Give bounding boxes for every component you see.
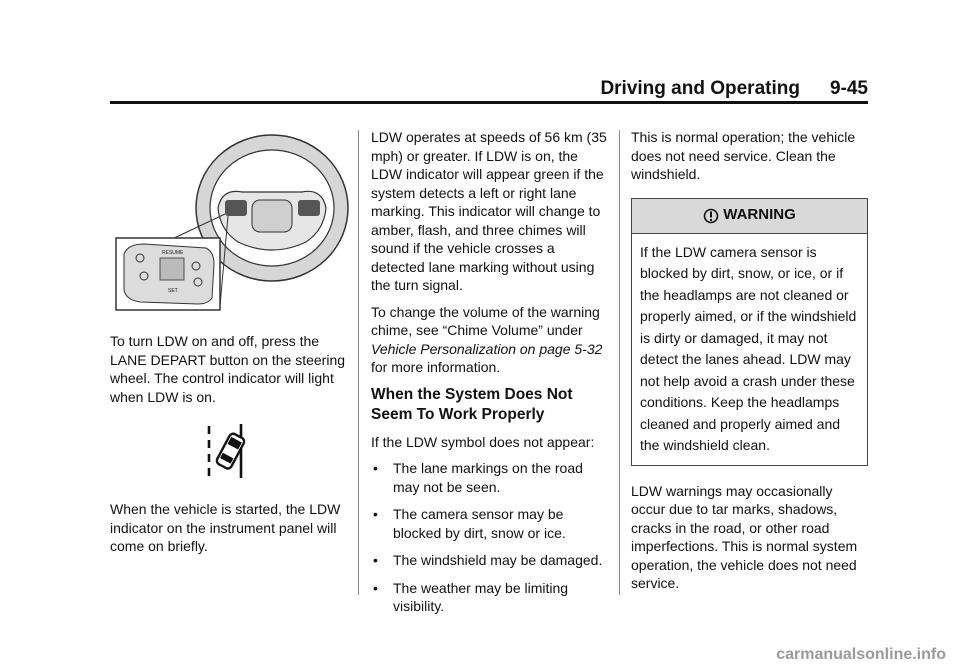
list-item: • The camera sensor may be blocked by dirt, snow or ice. bbox=[373, 506, 566, 541]
paragraph-normal-operation: This is normal operation; the vehicle does not need service. Clean the windshield. bbox=[631, 129, 856, 182]
bullet-glyph: • bbox=[373, 579, 378, 596]
watermark: carmanualsonline.info bbox=[776, 646, 946, 663]
column-3 bbox=[631, 128, 868, 601]
paragraph-ldw-indicator-startup: When the vehicle is started, the LDW indicator on the instrument panel will come on briefly. bbox=[110, 501, 341, 554]
column-2 bbox=[371, 128, 611, 625]
warning-title: WARNING bbox=[723, 206, 796, 224]
causes-list bbox=[371, 459, 611, 616]
ldw-indicator-icon bbox=[110, 420, 350, 488]
set-label: SET bbox=[168, 288, 178, 294]
paragraph-lane-depart-button: To turn LDW on and off, press the LANE DEPART button on the steering wheel. The control indicator will light when LDW is on. bbox=[110, 333, 346, 405]
page-number: 9-45 bbox=[829, 78, 868, 99]
resume-label: RESUME bbox=[162, 250, 184, 256]
steering-right-buttons bbox=[298, 200, 320, 216]
warning-icon bbox=[703, 208, 719, 224]
paragraph-chime-volume bbox=[371, 303, 611, 377]
column-1 bbox=[110, 130, 350, 564]
header-rule bbox=[110, 101, 868, 104]
more-information-text: for more information. bbox=[371, 359, 501, 375]
paragraph-false-warnings: LDW warnings may occasionally occur due to tar marks, shadows, cracks in the road, or other road imperfections. This is normal system operation, the vehicle does not need service. bbox=[631, 482, 858, 591]
list-item: • The weather may be limiting visibility. bbox=[373, 579, 569, 614]
list-item: • The windshield may be damaged. bbox=[373, 552, 603, 568]
warning-body: If the LDW camera sensor is blocked by dirt, snow, or ice, or if the headlamps are not cleaned or properly aimed, or if the windshield is dirty or damaged, it may not detect the lanes ahead. LDW may not help avoid a crash under these conditions. Keep the headlamps cleaned and properly aimed and the windshield clean. bbox=[640, 243, 857, 453]
section-title: Driving and Operating bbox=[600, 78, 800, 99]
bullet-glyph: • bbox=[373, 460, 378, 476]
warning-header bbox=[632, 199, 867, 234]
bullet-glyph: • bbox=[373, 506, 378, 522]
paragraph-ldw-operation: LDW operates at speeds of 56 km (35 mph) or greater. If LDW is on, the LDW indicator will appear green if the system detects a left or right lane marking. This indicator will change to amber, flash, and three chimes will sound if the vehicle crosses a detected lane marking without using the turn signal. bbox=[371, 129, 607, 293]
page-header bbox=[600, 78, 868, 100]
steering-wheel-illustration bbox=[110, 130, 350, 320]
bullet-glyph: • bbox=[373, 552, 378, 568]
vehicle-personalization-link[interactable]: Vehicle Personalization on page 5-32 bbox=[371, 340, 603, 357]
steering-left-buttons bbox=[225, 200, 247, 216]
warning-box bbox=[631, 198, 868, 466]
list-item: • The lane markings on the road may not be seen. bbox=[373, 460, 583, 495]
chime-volume-text: To change the volume of the warning chime, see “Chime Volume” under bbox=[371, 303, 600, 338]
column-divider-2 bbox=[619, 130, 620, 595]
paragraph-symbol-not-appear: If the LDW symbol does not appear: bbox=[371, 433, 595, 450]
column-divider-1 bbox=[358, 130, 359, 595]
section-heading-not-working: When the System Does Not Seem To Work Properly bbox=[371, 385, 573, 423]
